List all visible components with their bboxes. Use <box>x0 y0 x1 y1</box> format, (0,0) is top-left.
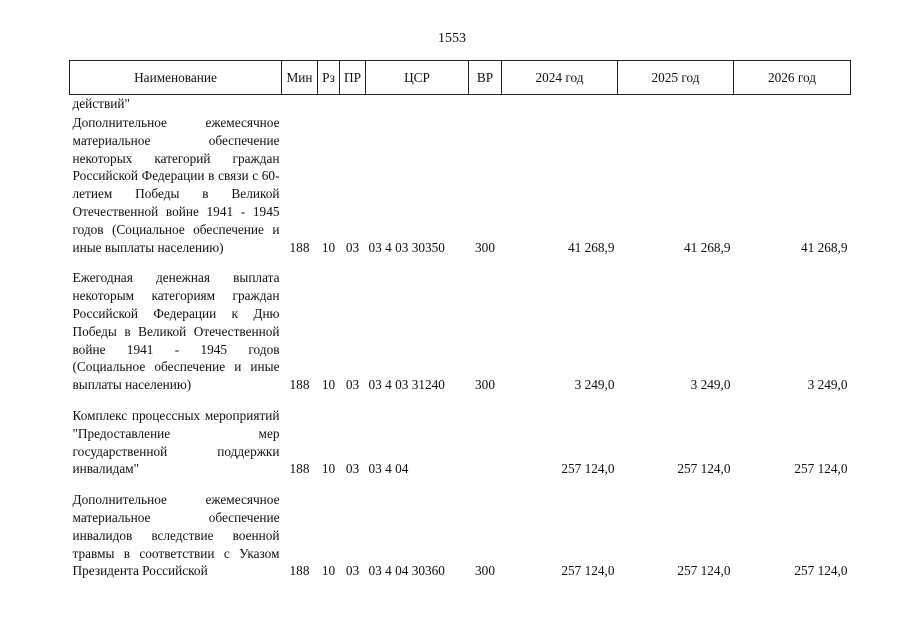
row-pr: 03 <box>345 563 360 579</box>
header-vr: ВР <box>469 61 502 95</box>
budget-table <box>69 60 851 593</box>
table-row <box>70 407 851 491</box>
table-header-row <box>70 61 851 95</box>
header-2024: 2024 год <box>502 61 618 95</box>
row-min: 188 <box>289 461 310 477</box>
header-name: Наименование <box>70 61 282 95</box>
table-row <box>70 113 851 269</box>
row-2025: 3 249,0 <box>690 377 731 393</box>
row-2026 <box>734 95 851 114</box>
row-2024: 257 124,0 <box>561 461 615 477</box>
row-vr: 300 <box>475 377 495 393</box>
row-2025: 41 268,9 <box>683 239 731 255</box>
row-rz: 10 <box>321 563 336 579</box>
row-csr: 03 4 03 31240 <box>368 377 445 393</box>
page-number: 1553 <box>438 31 466 46</box>
row-vr <box>469 95 502 114</box>
header-pr: ПР <box>340 61 366 95</box>
row-name: Дополнительное ежемесячное материальное обеспечение инвалидов вследствие военной травмы в соответствии с Указом Президента Российской <box>72 492 280 579</box>
row-rz <box>318 95 340 114</box>
row-2025 <box>618 95 734 114</box>
row-rz: 10 <box>321 239 336 255</box>
row-pr: 03 <box>345 239 360 255</box>
row-2026: 41 268,9 <box>800 239 848 255</box>
row-name: действий" <box>72 96 130 112</box>
row-2026: 257 124,0 <box>794 461 848 477</box>
row-pr <box>340 95 366 114</box>
row-rz: 10 <box>321 461 336 477</box>
row-csr <box>366 95 469 114</box>
row-name: Дополнительное ежемесячное материальное обеспечение некоторых категорий граждан Российской Федерации в связи с 60-летием Победы в Великой Отечественной войне 1941 - 1945 годов (Социальное обеспечение и иные выплаты населению) <box>72 115 280 255</box>
row-2024: 41 268,9 <box>567 239 615 255</box>
row-2024 <box>502 95 618 114</box>
row-min: 188 <box>289 239 310 255</box>
header-2026: 2026 год <box>734 61 851 95</box>
row-csr: 03 4 03 30350 <box>368 239 445 255</box>
row-rz: 10 <box>321 377 336 393</box>
header-csr: ЦСР <box>366 61 469 95</box>
row-2026: 257 124,0 <box>794 563 848 579</box>
table-row <box>70 491 851 593</box>
row-vr: 300 <box>475 239 495 255</box>
row-pr: 03 <box>345 377 360 393</box>
row-csr: 03 4 04 30360 <box>368 563 445 579</box>
row-name: Ежегодная денежная выплата некоторым категориям граждан Российской Федерации к Дню Победы в Великой Отечественной войне 1941 - 1945 годов (Социальное обеспечение и иные выплаты населению) <box>72 270 280 393</box>
row-pr: 03 <box>345 461 360 477</box>
row-min: 188 <box>289 377 310 393</box>
row-vr <box>469 407 502 491</box>
table-row <box>70 95 851 114</box>
row-min <box>282 95 318 114</box>
row-2024: 3 249,0 <box>574 377 615 393</box>
row-2025: 257 124,0 <box>677 461 731 477</box>
row-csr: 03 4 04 <box>368 461 409 477</box>
header-2025: 2025 год <box>618 61 734 95</box>
row-min: 188 <box>289 563 310 579</box>
row-2025: 257 124,0 <box>677 563 731 579</box>
row-2024: 257 124,0 <box>561 563 615 579</box>
header-rz: Рз <box>318 61 340 95</box>
row-name: Комплекс процессных мероприятий "Предоставление мер государственной поддержки инвалидам" <box>72 407 280 477</box>
row-vr: 300 <box>475 563 495 579</box>
table-row <box>70 269 851 407</box>
row-2026: 3 249,0 <box>807 377 848 393</box>
header-min: Мин <box>282 61 318 95</box>
